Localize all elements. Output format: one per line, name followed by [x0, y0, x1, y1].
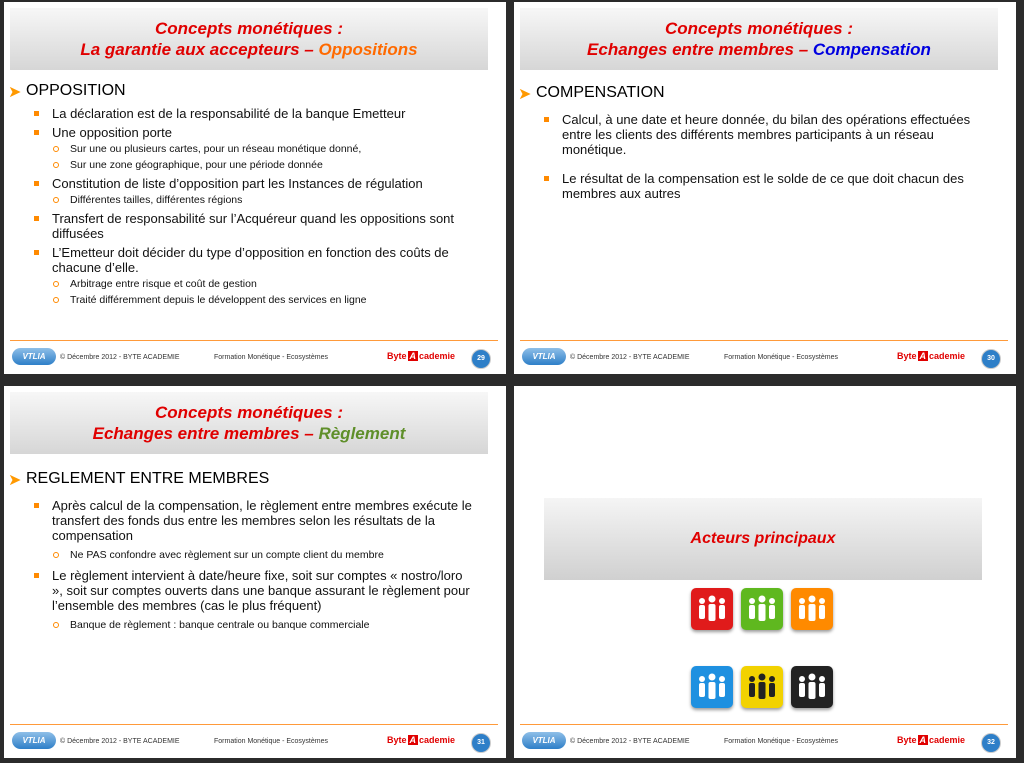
sub-item: Traité différemment depuis le développent des services en ligne: [52, 293, 494, 307]
bullet-list: [34, 106, 494, 311]
slide-header: [520, 8, 998, 70]
sub-list: [52, 193, 494, 207]
footer-formation: Formation Monétique - Ecosystèmes: [214, 354, 328, 361]
arrow-right-icon: ➤: [8, 84, 22, 101]
footer-copyright: © Décembre 2012 - BYTE ACADEMIE: [60, 354, 180, 361]
footer-formation: Formation Monétique - Ecosystèmes: [724, 738, 838, 745]
footer-divider: [520, 340, 1008, 341]
bullet-item: Le résultat de la compensation est le solde de ce que doit chacun des membres aux autres: [544, 171, 984, 201]
bullet-list: [34, 498, 474, 636]
vtlia-logo: VTLIA: [12, 732, 56, 749]
footer-copyright: © Décembre 2012 - BYTE ACADEMIE: [570, 354, 690, 361]
people-group-icon: [791, 666, 833, 708]
footer-divider: [520, 724, 1008, 725]
byte-academie-logo: Byte A cademie: [897, 735, 966, 745]
header-line2: Echanges entre membres –: [587, 40, 813, 59]
people-group-icon: [741, 588, 783, 630]
bullet-item: Calcul, à une date et heure donnée, du bilan des opérations effectuées entre les clients des différents membres participants à un réseau monétique.: [544, 112, 984, 157]
header-highlight: Oppositions: [318, 40, 418, 59]
section-title-text: REGLEMENT ENTRE MEMBRES: [26, 470, 270, 487]
slide-29: [4, 2, 506, 374]
sub-item: Différentes tailles, différentes régions: [52, 193, 494, 207]
byte-academie-logo: Byte A cademie: [387, 735, 456, 745]
sub-list: [52, 142, 494, 172]
acteurs-title-box: Acteurs principaux: [544, 498, 982, 580]
section-title-text: OPPOSITION: [26, 82, 126, 99]
page-number: 31: [471, 733, 491, 753]
slide-31: [4, 386, 506, 758]
footer-copyright: © Décembre 2012 - BYTE ACADEMIE: [60, 738, 180, 745]
slide-header: [10, 392, 488, 454]
header-line1: Concepts monétiques :: [155, 403, 343, 422]
arrow-right-icon: ➤: [518, 86, 532, 103]
section-title: [518, 84, 665, 103]
bullet-list: [544, 112, 984, 205]
sub-list: [52, 548, 474, 562]
page-number: 32: [981, 733, 1001, 753]
arrow-right-icon: ➤: [8, 472, 22, 489]
header-highlight: Règlement: [318, 424, 406, 443]
people-group-icon: [691, 588, 733, 630]
slide-30: [514, 2, 1016, 374]
page-number: 29: [471, 349, 491, 369]
header-line1: Concepts monétiques :: [155, 19, 343, 38]
footer-formation: Formation Monétique - Ecosystèmes: [724, 354, 838, 361]
sub-item: Sur une ou plusieurs cartes, pour un réseau monétique donné,: [52, 142, 494, 156]
people-group-icon: [791, 588, 833, 630]
vtlia-logo: VTLIA: [522, 348, 566, 365]
sub-item: Banque de règlement : banque centrale ou banque commerciale: [52, 618, 474, 632]
slide-footer: [4, 728, 506, 758]
header-line2: La garantie aux accepteurs –: [80, 40, 319, 59]
vtlia-logo: VTLIA: [522, 732, 566, 749]
section-title: [8, 470, 270, 489]
vtlia-logo: VTLIA: [12, 348, 56, 365]
header-line1: Concepts monétiques :: [665, 19, 853, 38]
sub-item: Ne PAS confondre avec règlement sur un compte client du membre: [52, 548, 474, 562]
page-number: 30: [981, 349, 1001, 369]
footer-divider: [10, 340, 498, 341]
sub-item: Arbitrage entre risque et coût de gestion: [52, 277, 494, 291]
header-highlight: Compensation: [812, 40, 931, 59]
slide-32: [514, 386, 1016, 758]
bullet-item: L’Emetteur doit décider du type d’opposition en fonction des coûts de chacune d’elle. Arbitrage entre risque et coût de gestion Traité différemment depuis le développent des services en ligne: [34, 245, 494, 307]
bullet-item: Le règlement intervient à date/heure fixe, soit sur comptes « nostro/loro », soit sur comptes ouverts dans une banque assurant le règlement pour l’ensemble des membres (cas le plus fréquent) Banque de règlement : banque centrale ou banque commerciale: [34, 568, 474, 632]
section-title-text: COMPENSATION: [536, 84, 665, 101]
byte-academie-logo: Byte A cademie: [897, 351, 966, 361]
people-group-icon: [741, 666, 783, 708]
footer-formation: Formation Monétique - Ecosystèmes: [214, 738, 328, 745]
people-group-icon: [691, 666, 733, 708]
bullet-item: Après calcul de la compensation, le règlement entre membres exécute le transfert des fonds dus entre les membres selon les résultats de la compensation Ne PAS confondre avec règlement sur un compte client du membre: [34, 498, 474, 562]
bullet-item: La déclaration est de la responsabilité de la banque Emetteur: [34, 106, 494, 121]
sub-list: [52, 618, 474, 632]
footer-divider: [10, 724, 498, 725]
header-line2: Echanges entre membres –: [92, 424, 319, 443]
bullet-item: Transfert de responsabilité sur l’Acquéreur quand les oppositions sont diffusées: [34, 211, 494, 241]
footer-copyright: © Décembre 2012 - BYTE ACADEMIE: [570, 738, 690, 745]
sub-item: Sur une zone géographique, pour une période donnée: [52, 158, 494, 172]
slide-header: [10, 8, 488, 70]
byte-academie-logo: Byte A cademie: [387, 351, 456, 361]
sub-list: [52, 277, 494, 307]
slide-footer: [4, 344, 506, 374]
section-title: [8, 82, 126, 101]
bullet-item: Une opposition porte Sur une ou plusieurs cartes, pour un réseau monétique donné, Sur une zone géographique, pour une période donnée: [34, 125, 494, 172]
slide-footer: [514, 344, 1016, 374]
bullet-item: Constitution de liste d’opposition part les Instances de régulation Différentes tailles, différentes régions: [34, 176, 494, 207]
slide-footer: [514, 728, 1016, 758]
